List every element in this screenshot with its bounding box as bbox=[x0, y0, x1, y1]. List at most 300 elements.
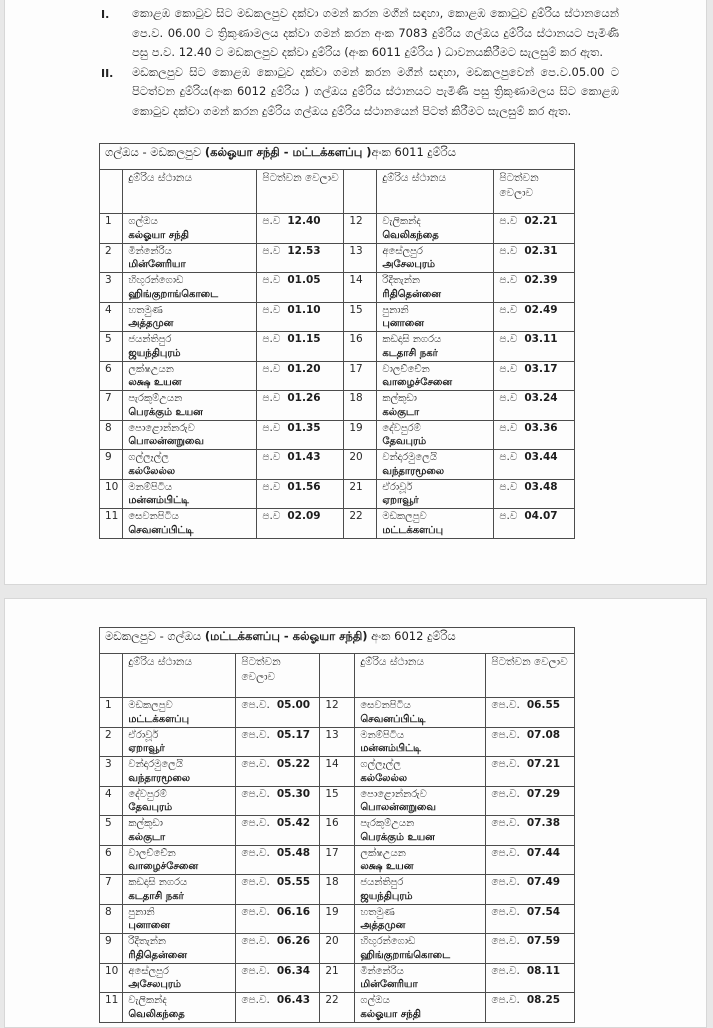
row-number: 11 bbox=[100, 509, 123, 539]
station-name-tamil: அசேலபுரம் bbox=[382, 259, 436, 270]
timetable-6011 bbox=[99, 143, 575, 539]
station-cell bbox=[123, 273, 257, 303]
station-name-sinhala: පැරකුම්උයන bbox=[128, 393, 183, 404]
row-number: 3 bbox=[100, 273, 123, 303]
station-cell bbox=[377, 302, 494, 332]
station-name-tamil: செவனப்பிட்டி bbox=[360, 713, 426, 725]
header-blank bbox=[344, 170, 377, 214]
time-period-label: පෙ.ව. bbox=[241, 758, 270, 770]
row-number: 13 bbox=[344, 243, 377, 273]
station-name-sinhala: පුනානි bbox=[382, 304, 409, 316]
timetable-row bbox=[100, 361, 575, 391]
station-name-tamil: ரிதிதென்னை bbox=[382, 288, 441, 300]
time-period-label: ප.ව bbox=[499, 303, 518, 316]
station-name-tamil: பொலன்னறுவை bbox=[360, 802, 436, 813]
time-value: 07.21 bbox=[526, 758, 561, 770]
departure-time-cell bbox=[486, 845, 575, 875]
row-number: 3 bbox=[100, 757, 123, 787]
station-name-tamil: மட்டக்களப்பு bbox=[382, 524, 444, 536]
station-name-tamil: ஜயந்திபுரம் bbox=[128, 347, 181, 359]
station-name-sinhala: වාලච්චේන bbox=[128, 847, 176, 859]
row-number: 8 bbox=[100, 904, 123, 934]
row-number: 18 bbox=[320, 875, 355, 905]
station-name-sinhala: කඩදාසි නගරය bbox=[382, 334, 442, 345]
time-value: 02.39 bbox=[524, 274, 558, 286]
time-period-label: ප.ව bbox=[262, 215, 281, 227]
station-cell bbox=[377, 214, 494, 244]
time-period-label: ප.ව bbox=[499, 451, 518, 463]
time-value: 01.10 bbox=[287, 303, 321, 316]
station-name-sinhala: හිඟුරන්ගොඩ bbox=[128, 275, 184, 286]
row-number: 8 bbox=[100, 420, 123, 450]
intro-marker-1: I. bbox=[101, 8, 110, 21]
time-value: 03.24 bbox=[524, 392, 558, 404]
station-name-tamil: கடதாசி நகர் bbox=[128, 890, 184, 902]
station-name-sinhala: හතමුණ bbox=[128, 304, 163, 316]
time-period-label: පෙ.ව. bbox=[491, 905, 520, 918]
station-name-sinhala: ලක්ෂඋයන bbox=[360, 847, 406, 859]
time-value: 07.59 bbox=[526, 935, 561, 947]
station-name-sinhala: ගල්ලෑල්ල bbox=[360, 759, 401, 770]
row-number: 20 bbox=[320, 934, 355, 964]
row-number: 21 bbox=[320, 963, 355, 993]
timetable-6012 bbox=[99, 627, 575, 1023]
title-train-number: අංක 6011 දුම්රිය bbox=[371, 145, 457, 159]
document-page-2 bbox=[4, 598, 707, 1028]
time-value: 01.15 bbox=[287, 333, 321, 345]
time-value: 07.29 bbox=[526, 787, 561, 800]
station-name-sinhala: මඩකලපුව bbox=[128, 700, 173, 711]
station-cell bbox=[123, 509, 257, 539]
station-name-tamil: கல்லேல்ல bbox=[128, 465, 176, 477]
station-name-sinhala: ලක්ෂඋයන bbox=[128, 363, 174, 375]
station-cell bbox=[123, 361, 257, 391]
station-cell bbox=[123, 479, 257, 509]
departure-time-cell bbox=[494, 302, 575, 332]
timetable-row bbox=[100, 243, 575, 273]
time-value: 06.55 bbox=[526, 699, 561, 711]
station-cell bbox=[377, 243, 494, 273]
header-departure-time: පිටත්වන වෙලාව bbox=[257, 170, 344, 214]
station-name-tamil: கல்குடா bbox=[128, 831, 166, 843]
station-name-sinhala: ගල්ලෑල්ල bbox=[128, 452, 169, 463]
departure-time-cell bbox=[236, 727, 320, 757]
station-cell bbox=[355, 993, 486, 1023]
time-value: 03.36 bbox=[524, 421, 558, 434]
station-name-sinhala: හිඟුරන්ගොඩ bbox=[360, 936, 416, 947]
station-name-sinhala: කඩදාසි නගරය bbox=[128, 877, 188, 888]
header-station: දුම්රිය ස්ථානය bbox=[355, 654, 486, 698]
station-name-tamil: மின்னேரியா bbox=[128, 259, 186, 270]
timetable-6011-title-row bbox=[100, 144, 575, 170]
time-period-label: ප.ව bbox=[262, 451, 281, 463]
time-value: 06.43 bbox=[276, 994, 311, 1006]
row-number: 7 bbox=[100, 875, 123, 905]
departure-time-cell bbox=[494, 420, 575, 450]
station-cell bbox=[123, 698, 236, 728]
station-name-tamil: செவனப்பிட்டி bbox=[128, 524, 194, 536]
departure-time-cell bbox=[257, 479, 344, 509]
timetable-row bbox=[100, 757, 575, 787]
station-name-tamil: வந்தாரமூலை bbox=[382, 465, 445, 477]
time-period-label: ප.ව bbox=[262, 480, 281, 493]
station-cell bbox=[377, 391, 494, 421]
station-name-sinhala: මනම්පිටිය bbox=[360, 729, 405, 741]
station-name-tamil: அத்தமுன bbox=[128, 318, 174, 329]
timetable-row bbox=[100, 727, 575, 757]
station-name-tamil: அசேலபுரம் bbox=[128, 979, 182, 990]
timetable-row bbox=[100, 698, 575, 728]
row-number: 10 bbox=[100, 479, 123, 509]
station-cell bbox=[355, 698, 486, 728]
row-number: 19 bbox=[320, 904, 355, 934]
time-value: 01.26 bbox=[287, 392, 321, 404]
row-number: 20 bbox=[344, 450, 377, 480]
title-route-sinhala: මඩකලපුව - ගල්ඔය bbox=[105, 629, 205, 643]
time-value: 02.09 bbox=[287, 510, 321, 522]
time-period-label: පෙ.ව. bbox=[241, 876, 270, 888]
intro-item-2 bbox=[101, 63, 619, 122]
station-cell bbox=[123, 816, 236, 846]
time-value: 06.16 bbox=[276, 905, 311, 918]
departure-time-cell bbox=[236, 698, 320, 728]
departure-time-cell bbox=[486, 963, 575, 993]
departure-time-cell bbox=[486, 727, 575, 757]
departure-time-cell bbox=[236, 757, 320, 787]
time-period-label: ප.ව bbox=[499, 215, 518, 227]
row-number: 1 bbox=[100, 214, 123, 244]
timetable-row bbox=[100, 934, 575, 964]
time-period-label: ප.ව bbox=[499, 510, 518, 522]
row-number: 1 bbox=[100, 698, 123, 728]
intro-marker-2: II. bbox=[101, 66, 114, 80]
departure-time-cell bbox=[257, 332, 344, 362]
station-name-tamil: வந்தாரமூலை bbox=[128, 772, 191, 784]
header-blank bbox=[320, 654, 355, 698]
row-number: 22 bbox=[344, 509, 377, 539]
intro-item-1 bbox=[101, 4, 619, 63]
departure-time-cell bbox=[486, 816, 575, 846]
time-period-label: පෙ.ව. bbox=[491, 876, 520, 888]
time-value: 05.22 bbox=[276, 758, 311, 770]
departure-time-cell bbox=[236, 786, 320, 816]
row-number: 11 bbox=[100, 993, 123, 1023]
time-period-label: ප.ව bbox=[499, 480, 518, 493]
time-period-label: පෙ.ව. bbox=[491, 787, 520, 800]
row-number: 6 bbox=[100, 361, 123, 391]
row-number: 16 bbox=[320, 816, 355, 846]
station-name-tamil: மன்னம்பிட்டி bbox=[360, 743, 421, 754]
station-name-sinhala: පොළොන්නරුව bbox=[360, 788, 427, 800]
timetable-row bbox=[100, 904, 575, 934]
timetable-row bbox=[100, 332, 575, 362]
station-name-sinhala: රිදීතැන්න bbox=[128, 936, 167, 947]
station-name-sinhala: මඩකලපුව bbox=[382, 511, 427, 522]
station-name-tamil: புனானை bbox=[128, 920, 170, 931]
time-period-label: පෙ.ව. bbox=[241, 787, 270, 800]
departure-time-cell bbox=[236, 875, 320, 905]
timetable-row bbox=[100, 479, 575, 509]
station-name-tamil: பெரக்கும் உயன bbox=[128, 406, 203, 418]
station-name-sinhala: වැලිකන්ද bbox=[382, 216, 421, 227]
row-number: 19 bbox=[344, 420, 377, 450]
title-route-tamil: (மட்டக்களப்பு - கல்ஓயா சந்தி) bbox=[204, 629, 368, 643]
station-name-tamil: லக்ஷ உயன bbox=[128, 377, 182, 388]
time-value: 08.11 bbox=[526, 964, 561, 977]
timetable-row bbox=[100, 845, 575, 875]
station-name-tamil: வாழைச்சேனை bbox=[128, 861, 199, 872]
departure-time-cell bbox=[257, 509, 344, 539]
timetable-6012-title bbox=[100, 628, 575, 654]
departure-time-cell bbox=[486, 786, 575, 816]
departure-time-cell bbox=[494, 509, 575, 539]
station-name-tamil: மட்டக்களப்பு bbox=[128, 713, 190, 725]
station-name-tamil: ஹிங்குறாங்கொடை bbox=[360, 949, 451, 961]
time-period-label: ප.ව bbox=[499, 244, 518, 257]
time-value: 03.11 bbox=[524, 333, 558, 345]
station-name-sinhala: පොළොන්නරුව bbox=[128, 422, 195, 434]
station-name-sinhala: හතමුණ bbox=[360, 906, 395, 918]
station-cell bbox=[123, 420, 257, 450]
time-period-label: පෙ.ව. bbox=[491, 846, 520, 859]
station-cell bbox=[123, 963, 236, 993]
time-value: 05.48 bbox=[276, 846, 311, 859]
time-value: 02.31 bbox=[524, 244, 558, 257]
time-period-label: ප.ව bbox=[499, 333, 518, 345]
station-cell bbox=[377, 509, 494, 539]
time-period-label: පෙ.ව. bbox=[491, 817, 520, 829]
time-value: 03.17 bbox=[524, 362, 558, 375]
time-period-label: පෙ.ව. bbox=[491, 935, 520, 947]
departure-time-cell bbox=[236, 904, 320, 934]
row-number: 14 bbox=[320, 757, 355, 787]
time-period-label: ප.ව bbox=[262, 274, 281, 286]
departure-time-cell bbox=[257, 361, 344, 391]
row-number: 18 bbox=[344, 391, 377, 421]
departure-time-cell bbox=[236, 963, 320, 993]
departure-time-cell bbox=[257, 302, 344, 332]
departure-time-cell bbox=[236, 934, 320, 964]
station-name-tamil: ஹிங்குறாங்கொடை bbox=[128, 288, 219, 300]
row-number: 15 bbox=[320, 786, 355, 816]
departure-time-cell bbox=[486, 875, 575, 905]
time-period-label: පෙ.ව. bbox=[241, 699, 270, 711]
time-period-label: ප.ව bbox=[262, 392, 281, 404]
time-period-label: ප.ව bbox=[262, 421, 281, 434]
station-name-sinhala: ඒරාවූර් bbox=[128, 729, 159, 741]
station-cell bbox=[123, 786, 236, 816]
intro-paragraphs bbox=[101, 4, 619, 121]
row-number: 21 bbox=[344, 479, 377, 509]
departure-time-cell bbox=[236, 816, 320, 846]
time-value: 05.30 bbox=[276, 787, 311, 800]
time-value: 06.34 bbox=[276, 964, 311, 977]
timetable-row bbox=[100, 302, 575, 332]
station-name-sinhala: දේවපුරම් bbox=[128, 788, 167, 800]
station-name-sinhala: කල්කුඩා bbox=[128, 818, 163, 829]
station-name-sinhala: ගල්ඔය bbox=[360, 995, 390, 1006]
departure-time-cell bbox=[494, 243, 575, 273]
station-name-sinhala: ගල්ඔය bbox=[128, 216, 158, 227]
station-name-sinhala: සෙවනපිටිය bbox=[128, 511, 179, 522]
station-cell bbox=[355, 757, 486, 787]
time-period-label: පෙ.ව. bbox=[491, 994, 520, 1006]
time-value: 07.38 bbox=[526, 817, 561, 829]
time-value: 01.56 bbox=[287, 480, 321, 493]
time-period-label: පෙ.ව. bbox=[241, 964, 270, 977]
departure-time-cell bbox=[494, 391, 575, 421]
timetable-row bbox=[100, 786, 575, 816]
departure-time-cell bbox=[486, 698, 575, 728]
station-name-tamil: மின்னேரியா bbox=[360, 979, 418, 990]
departure-time-cell bbox=[486, 904, 575, 934]
time-period-label: ප.ව bbox=[499, 274, 518, 286]
departure-time-cell bbox=[494, 214, 575, 244]
station-cell bbox=[123, 391, 257, 421]
time-period-label: ප.ව bbox=[262, 333, 281, 345]
station-name-tamil: தேவபுரம் bbox=[128, 802, 173, 813]
time-value: 01.35 bbox=[287, 421, 321, 434]
station-name-tamil: வாழைச்சேனை bbox=[382, 377, 453, 388]
time-period-label: ප.ව bbox=[262, 510, 281, 522]
station-name-sinhala: මින්නේරිය bbox=[360, 965, 404, 977]
time-value: 05.42 bbox=[276, 817, 311, 829]
station-name-tamil: லக்ஷ உயன bbox=[360, 861, 414, 872]
time-value: 02.49 bbox=[524, 303, 558, 316]
station-name-sinhala: රිදීතැන්න bbox=[382, 275, 421, 286]
timetable-row bbox=[100, 450, 575, 480]
time-value: 12.53 bbox=[287, 244, 321, 257]
station-cell bbox=[377, 479, 494, 509]
station-name-sinhala: මින්නේරිය bbox=[128, 245, 172, 257]
station-name-tamil: கல்குடா bbox=[382, 406, 420, 418]
station-name-tamil: மன்னம்பிட்டி bbox=[128, 495, 189, 506]
station-name-tamil: தேவபுரம் bbox=[382, 436, 427, 447]
station-name-sinhala: පැරකුම්උයන bbox=[360, 818, 415, 829]
station-cell bbox=[123, 993, 236, 1023]
departure-time-cell bbox=[236, 993, 320, 1023]
station-name-sinhala: වාලච්චේන bbox=[382, 363, 430, 375]
timetable-6012-body bbox=[100, 698, 575, 1023]
header-station: දුම්රිය ස්ථානය bbox=[123, 170, 257, 214]
timetable-6011-header-row bbox=[100, 170, 575, 214]
time-value: 06.26 bbox=[276, 935, 311, 947]
time-period-label: පෙ.ව. bbox=[491, 699, 520, 711]
station-cell bbox=[123, 302, 257, 332]
station-name-sinhala: වන්දාරමුලෙයි bbox=[382, 452, 437, 463]
time-period-label: පෙ.ව. bbox=[241, 905, 270, 918]
row-number: 6 bbox=[100, 845, 123, 875]
document-page-1 bbox=[4, 0, 707, 585]
time-value: 01.05 bbox=[287, 274, 321, 286]
departure-time-cell bbox=[486, 934, 575, 964]
departure-time-cell bbox=[494, 332, 575, 362]
station-cell bbox=[123, 845, 236, 875]
station-name-tamil: வெலிகந்தை bbox=[382, 229, 439, 241]
time-period-label: පෙ.ව. bbox=[491, 758, 520, 770]
station-cell bbox=[377, 361, 494, 391]
time-value: 08.25 bbox=[526, 994, 561, 1006]
station-name-tamil: கல்ஓயா சந்தி bbox=[360, 1008, 421, 1020]
time-period-label: ප.ව bbox=[499, 421, 518, 434]
station-cell bbox=[123, 243, 257, 273]
row-number: 16 bbox=[344, 332, 377, 362]
departure-time-cell bbox=[257, 450, 344, 480]
station-name-sinhala: මනම්පිටිය bbox=[128, 481, 173, 493]
time-value: 07.49 bbox=[526, 876, 561, 888]
station-name-tamil: புனானை bbox=[382, 318, 424, 329]
row-number: 14 bbox=[344, 273, 377, 303]
station-name-sinhala: ඒරාවූර් bbox=[382, 481, 413, 493]
station-name-sinhala: දේවපුරම් bbox=[382, 422, 421, 434]
time-period-label: ප.ව bbox=[499, 392, 518, 404]
row-number: 10 bbox=[100, 963, 123, 993]
departure-time-cell bbox=[257, 273, 344, 303]
title-route-sinhala: ගල්ඔය - මඩකලපුව bbox=[105, 145, 205, 159]
timetable-row bbox=[100, 993, 575, 1023]
departure-time-cell bbox=[257, 214, 344, 244]
station-name-tamil: அத்தமுன bbox=[360, 920, 406, 931]
row-number: 4 bbox=[100, 786, 123, 816]
time-value: 02.21 bbox=[524, 215, 558, 227]
timetable-row bbox=[100, 816, 575, 846]
row-number: 12 bbox=[320, 698, 355, 728]
title-route-tamil: (கல்ஓயா சந்தி - மட்டக்களப்பு ) bbox=[204, 145, 372, 159]
time-value: 01.43 bbox=[287, 451, 321, 463]
departure-time-cell bbox=[236, 845, 320, 875]
station-name-tamil: பெரக்கும் உயன bbox=[360, 831, 435, 843]
station-name-tamil: கல்ஓயா சந்தி bbox=[128, 229, 189, 241]
departure-time-cell bbox=[486, 757, 575, 787]
time-period-label: ප.ව bbox=[262, 362, 281, 375]
departure-time-cell bbox=[257, 420, 344, 450]
row-number: 13 bbox=[320, 727, 355, 757]
header-blank bbox=[100, 654, 123, 698]
station-name-sinhala: අසේලපුර bbox=[382, 245, 423, 257]
station-cell bbox=[123, 214, 257, 244]
station-cell bbox=[123, 332, 257, 362]
station-name-sinhala: වන්දාරමුලෙයි bbox=[128, 759, 183, 770]
row-number: 4 bbox=[100, 302, 123, 332]
station-name-sinhala: පුනානි bbox=[128, 906, 155, 918]
departure-time-cell bbox=[494, 479, 575, 509]
header-station: දුම්රිය ස්ථානය bbox=[123, 654, 236, 698]
time-period-label: පෙ.ව. bbox=[241, 817, 270, 829]
time-value: 05.00 bbox=[276, 699, 311, 711]
station-name-tamil: ஏறாவூர் bbox=[128, 743, 165, 754]
station-name-sinhala: ජයන්තිපුර bbox=[360, 877, 404, 888]
row-number: 7 bbox=[100, 391, 123, 421]
time-value: 07.44 bbox=[526, 846, 561, 859]
timetable-row bbox=[100, 273, 575, 303]
station-name-sinhala: කල්කුඩා bbox=[382, 393, 417, 404]
station-cell bbox=[377, 450, 494, 480]
station-cell bbox=[377, 332, 494, 362]
time-period-label: පෙ.ව. bbox=[491, 964, 520, 977]
station-cell bbox=[355, 875, 486, 905]
time-period-label: ප.ව bbox=[499, 362, 518, 375]
timetable-6012-header-row bbox=[100, 654, 575, 698]
departure-time-cell bbox=[486, 993, 575, 1023]
station-cell bbox=[355, 816, 486, 846]
departure-time-cell bbox=[494, 450, 575, 480]
time-value: 07.08 bbox=[526, 728, 561, 741]
station-cell bbox=[355, 786, 486, 816]
timetable-6011-body bbox=[100, 214, 575, 539]
header-blank bbox=[100, 170, 123, 214]
row-number: 9 bbox=[100, 450, 123, 480]
header-departure-time: පිටත්වන වෙලාව bbox=[236, 654, 320, 698]
